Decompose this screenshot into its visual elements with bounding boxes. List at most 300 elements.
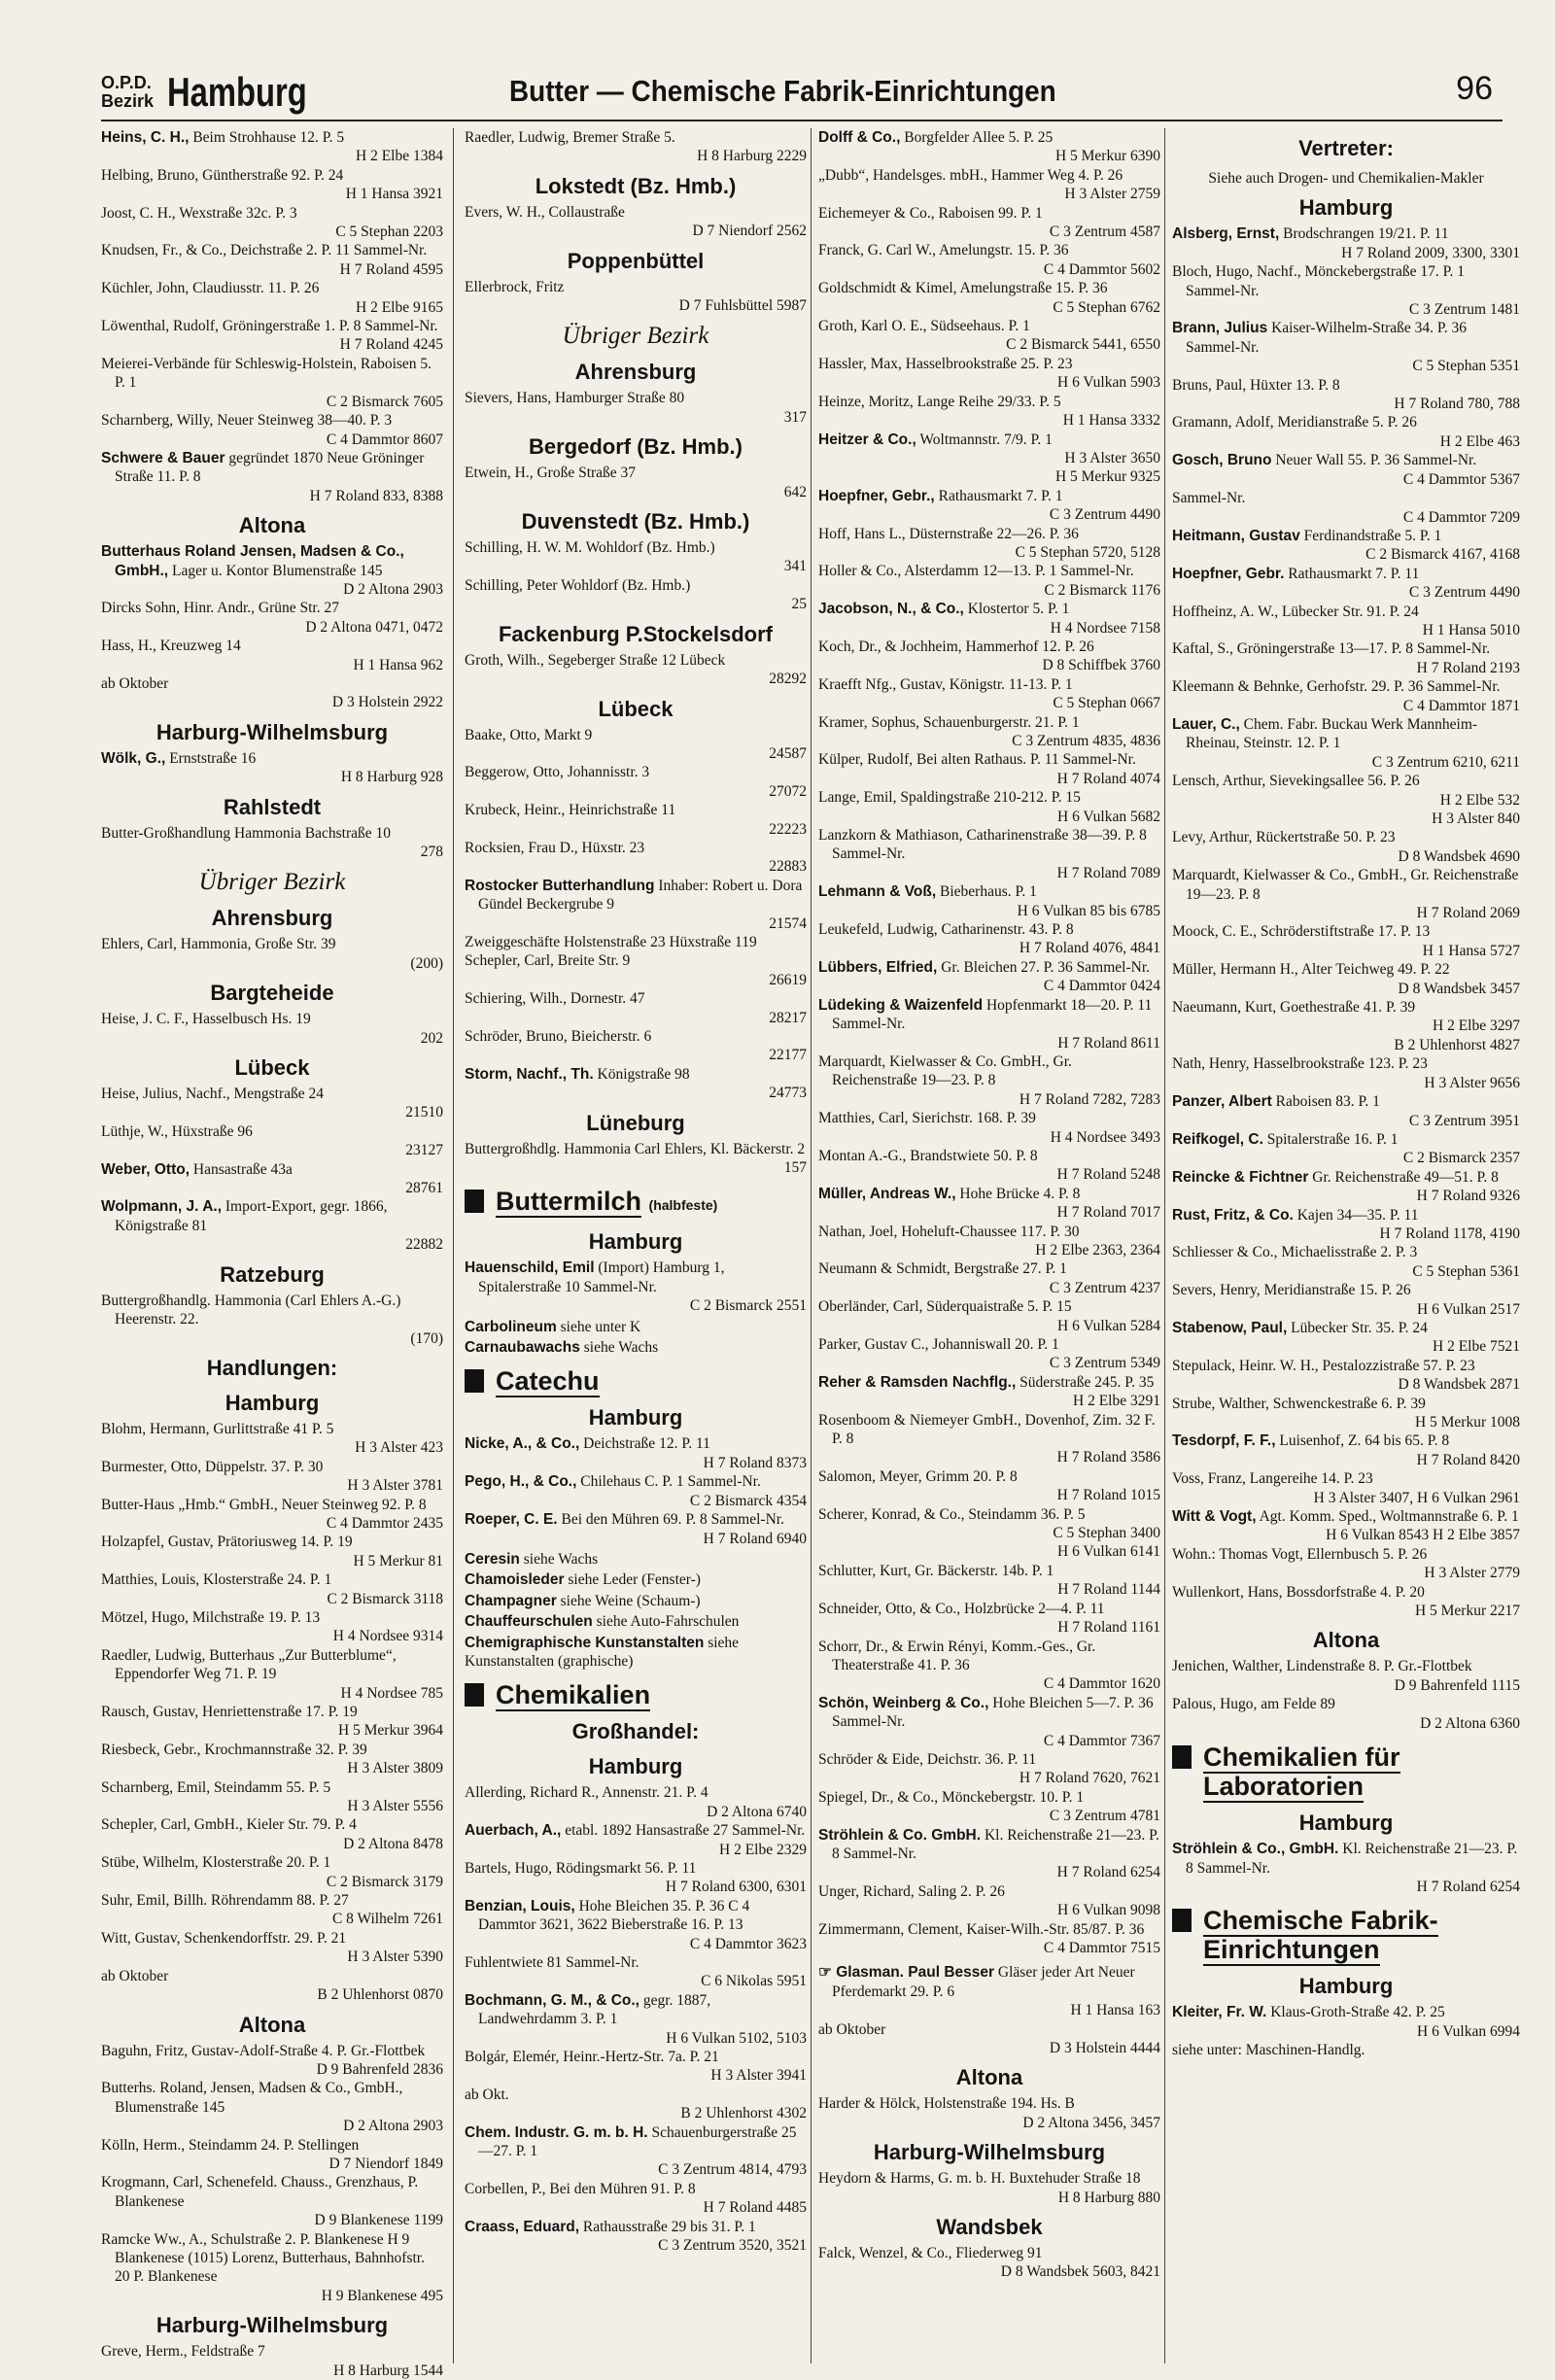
entry-phone: 28217	[769, 1009, 807, 1026]
entry-name: Witt & Vogt,	[1172, 1508, 1257, 1526]
directory-entry	[818, 920, 1160, 958]
directory-entry	[465, 1897, 807, 1953]
entry-text: Moock, C. E., Schröderstiftstraße 17. P. 13	[1172, 923, 1431, 941]
entry-text: Raedler, Ludwig, Butterhaus „Zur Butterblume“, Eppendorfer Weg 71. P. 19	[101, 1646, 397, 1683]
entry-text: Schlutter, Kurt, Gr. Bäckerstr. 14b. P. 1	[818, 1562, 1054, 1579]
entry-text: Holzapfel, Gustav, Prätoriusweg 14. P. 19	[101, 1534, 353, 1551]
directory-entry	[1172, 1545, 1520, 1583]
directory-entry	[818, 713, 1160, 751]
entry-phone: H 8 Harburg 880	[1057, 2189, 1160, 2206]
directory-entry	[818, 487, 1160, 525]
directory-entry	[465, 1259, 807, 1315]
entry-phone: H 1 Hansa 3921	[345, 186, 443, 203]
entry-list	[101, 1420, 443, 2005]
entry-text: Wohn.: Thomas Vogt, Ellernbusch 5. P. 26	[1172, 1545, 1428, 1563]
entry-phone: 24587	[769, 744, 807, 762]
directory-entry	[101, 1292, 443, 1348]
entry-text: Rathausmarkt 7. P. 11	[1288, 565, 1420, 582]
entry-text: Lager u. Kontor Blumenstraße 145	[172, 562, 383, 579]
entry-phone: D 2 Altona 6360	[1420, 1714, 1520, 1732]
directory-entry	[101, 317, 443, 355]
entry-phone: H 2 Elbe 7521	[1433, 1338, 1520, 1356]
entry-phone: H 3 Alster 5556	[347, 1798, 443, 1815]
entry-text: Bieberhaus. P. 1	[940, 883, 1037, 901]
directory-entry	[101, 411, 443, 449]
entry-text: Schilling, Peter Wohldorf (Bz. Hmb.)	[465, 576, 691, 594]
entry-phone: H 7 Roland 8611	[1057, 1034, 1160, 1052]
directory-entry	[1172, 1357, 1520, 1395]
entry-phone: H 6 Vulkan 85 bis 6785	[1017, 902, 1160, 919]
entry-list	[1172, 2003, 1520, 2059]
page-number: 96	[1456, 70, 1493, 107]
entry-phone: C 4 Dammtor 1871	[1402, 697, 1520, 714]
entry-text: Rathausstraße 29 bis 31. P. 1	[582, 2218, 756, 2235]
directory-entry	[101, 2230, 443, 2306]
category-title: Chemikalien	[496, 1680, 651, 1710]
entry-phone: H 7 Roland 4595	[339, 260, 443, 278]
location-heading: Lübeck	[234, 1055, 310, 1081]
entry-phone: H 8 Harburg 928	[340, 769, 443, 786]
cross-reference	[465, 1592, 807, 1610]
directory-entry	[1172, 489, 1520, 527]
entry-phone: C 2 Bismarck 1176	[1044, 581, 1160, 599]
location-heading: Rahlstedt	[223, 794, 322, 819]
directory-entry	[818, 431, 1160, 468]
cross-reference	[465, 1318, 807, 1336]
entry-phone: D 7 Niendorf 2562	[692, 223, 807, 240]
entry-phone: H 7 Roland 4074	[1056, 770, 1160, 787]
entry-list	[101, 1292, 443, 1348]
directory-entry	[465, 1027, 807, 1065]
entry-phone: C 3 Zentrum 4587	[1049, 224, 1160, 241]
entry-text: Nath, Henry, Hasselbrookstraße 123. P. 23	[1172, 1055, 1428, 1073]
entry-text: Raedler, Ludwig, Bremer Straße 5.	[465, 129, 675, 146]
directory-entry	[818, 241, 1160, 279]
entry-name: Reincke & Fichtner	[1172, 1168, 1309, 1186]
entry-phone: 278	[420, 844, 443, 860]
entry-text: Heydorn & Harms, G. m. b. H. Buxtehuder Straße 18	[818, 2170, 1141, 2188]
directory-entry	[818, 1335, 1160, 1373]
entry-text: Agt. Komm. Sped., Woltmannstraße 6. P. 1	[1259, 1508, 1519, 1526]
entry-phone: H 2 Elbe 3291	[1073, 1393, 1160, 1410]
entry-phone: C 4 Dammtor 7515	[1043, 1940, 1160, 1956]
entry-phone: H 2 Elbe 532	[1439, 791, 1520, 809]
directory-entry	[465, 726, 807, 764]
entry-phone: C 3 Zentrum 1481	[1408, 301, 1520, 319]
location-heading: Harburg-Wilhelmsburg	[156, 2313, 389, 2338]
entry-text: Dircks Sohn, Hinr. Andr., Grüne Str. 27	[101, 600, 339, 617]
entry-phone: H 3 Alster 2759	[1064, 186, 1160, 203]
directory-entry	[101, 749, 443, 787]
entry-text: Süderstraße 245. P. 35	[1019, 1373, 1155, 1391]
entry-text: Witt, Gustav, Schenkendorffstr. 29. P. 21	[101, 1929, 347, 1947]
entry-text: gegr. 1887, Landwehrdamm 3. P. 1	[478, 1991, 711, 2028]
directory-entry	[1172, 960, 1520, 998]
location-heading: Lokstedt (Bz. Hmb.)	[535, 173, 737, 198]
entry-text: „Dubb“, Handelsges. mbH., Hammer Weg 4. P. 26	[818, 166, 1123, 184]
directory-entry	[101, 128, 443, 166]
entry-name: Panzer, Albert	[1172, 1093, 1272, 1111]
entry-text: Greve, Herm., Feldstraße 7	[101, 2343, 265, 2361]
entry-name: Wölk, G.,	[101, 749, 166, 767]
location-heading: Hamburg	[1298, 1811, 1394, 1836]
entry-text: Schliesser & Co., Michaelisstraße 2. P. 3	[1172, 1244, 1418, 1261]
entry-phone: H 3 Alster 2779	[1424, 1565, 1520, 1582]
directory-entry	[101, 1967, 443, 2005]
entry-text: Scharnberg, Willy, Neuer Steinweg 38—40. P. 3	[101, 412, 393, 430]
entry-name: Stabenow, Paul,	[1172, 1319, 1288, 1336]
entry-phone: D 8 Wandsbek 5603, 8421	[1000, 2263, 1160, 2281]
category-title: Catechu	[496, 1366, 600, 1397]
entry-phone: H 6 Vulkan 6141	[1057, 1543, 1160, 1561]
entry-phone: H 3 Alster 3650	[1064, 449, 1160, 466]
entry-list	[101, 824, 443, 862]
entry-text: ab Okt.	[465, 2086, 509, 2103]
entry-phone: D 3 Holstein 2922	[331, 694, 443, 711]
entry-list	[465, 1259, 807, 1315]
entry-phone: 23127	[405, 1142, 443, 1159]
directory-entry	[101, 1010, 443, 1048]
entry-text: Levy, Arthur, Rückertstraße 50. P. 23	[1172, 829, 1396, 846]
directory-entry	[465, 1065, 807, 1103]
entry-text: Heinze, Moritz, Lange Reihe 29/33. P. 5	[818, 393, 1061, 410]
entry-phone: H 7 Roland 6254	[1416, 1878, 1520, 1895]
directory-entry	[101, 2173, 443, 2229]
page-header	[101, 58, 1503, 119]
entry-phone: H 6 Vulkan 6994	[1417, 2022, 1520, 2040]
directory-entry	[101, 2342, 443, 2380]
entry-phone: H 8 Harburg 1544	[333, 2362, 443, 2379]
entry-phone: C 2 Bismarck 3179	[326, 1873, 443, 1890]
entry-text: Nathan, Joel, Hoheluft-Chaussee 117. P. 30	[818, 1223, 1080, 1240]
directory-entry	[465, 951, 807, 989]
directory-entry	[465, 2180, 807, 2218]
directory-entry	[465, 2048, 807, 2086]
entry-name: Auerbach, A.,	[465, 1822, 562, 1840]
entry-text: Groth, Wilh., Segeberger Straße 12 Lübeck	[465, 651, 726, 669]
entry-text: Mötzel, Hugo, Milchstraße 19. P. 13	[101, 1608, 321, 1626]
entry-name: Heitzer & Co.,	[818, 431, 916, 448]
directory-entry	[818, 1600, 1160, 1638]
directory-entry	[1172, 1281, 1520, 1319]
entry-text: Rausch, Gustav, Henriettenstraße 17. P. 19	[101, 1704, 358, 1720]
entry-phone: 317	[783, 408, 807, 426]
reference-target: siehe Wachs	[583, 1339, 659, 1357]
directory-entry	[1172, 1243, 1520, 1281]
entry-phone: C 5 Stephan 3400	[1053, 1525, 1160, 1542]
directory-entry	[1172, 1319, 1520, 1357]
entry-name: Storm, Nachf., Th.	[465, 1065, 594, 1083]
cross-reference	[465, 1634, 807, 1672]
entry-phone: H 2 Elbe 2329	[719, 1841, 807, 1858]
entry-phone: D 9 Blankenese 1199	[314, 2212, 443, 2229]
entry-text: Hoff, Hans L., Düsternstraße 22—26. P. 36	[818, 525, 1079, 542]
entry-text: Parker, Gustav C., Johanniswall 20. P. 1	[818, 1336, 1059, 1353]
entry-phone: H 5 Merkur 6390	[1054, 148, 1160, 165]
entry-text: Rosenboom & Niemeyer GmbH., Dovenhof, Zim. 32 F. P. 8	[818, 1411, 1156, 1448]
directory-entry	[1172, 1695, 1520, 1733]
directory-entry	[818, 788, 1160, 826]
entry-phone: H 7 Roland 7620, 7621	[1019, 1770, 1160, 1787]
region-heading: Übriger Bezirk	[198, 869, 346, 896]
entry-phone: H 2 Elbe 463	[1439, 432, 1520, 450]
entry-text: Scherer, Konrad, & Co., Steindamm 36. P. 5	[818, 1505, 1086, 1523]
entry-text: Schröder & Eide, Deichstr. 36. P. 11	[818, 1750, 1037, 1768]
entry-text: Lübecker Str. 35. P. 24	[1291, 1319, 1428, 1336]
entry-text: Hoffheinz, A. W., Lübecker Str. 91. P. 24	[1172, 603, 1419, 620]
directory-entry	[101, 637, 443, 674]
entry-phone: H 6 Vulkan 9098	[1057, 1902, 1160, 1919]
entry-text: Goldschmidt & Kimel, Amelungstraße 15. P. 36	[818, 280, 1108, 297]
directory-entry	[465, 1140, 807, 1178]
entry-list	[101, 2042, 443, 2306]
entry-phone: H 7 Roland 7282, 7283	[1019, 1090, 1160, 1108]
entry-text: Lanzkorn & Mathiason, Catharinenstraße 38—39. P. 8 Sammel-Nr.	[818, 827, 1147, 863]
entry-phone: C 4 Dammtor 2435	[326, 1514, 443, 1532]
entry-list	[818, 128, 1160, 1957]
entry-phone: H 3 Alster 3407, H 6 Vulkan 2961	[1313, 1489, 1520, 1506]
entry-phone: C 5 Stephan 5361	[1412, 1262, 1520, 1280]
entry-text: Naeumann, Kurt, Goethestraße 41. P. 39	[1172, 999, 1416, 1017]
entry-name: Lübbers, Elfried,	[818, 958, 938, 976]
reference-term: Champagner	[465, 1592, 557, 1609]
entry-text: Gr. Bleichen 27. P. 36 Sammel-Nr.	[941, 958, 1151, 976]
entry-phone: 22883	[769, 858, 807, 876]
directory-entry	[101, 1160, 443, 1198]
column-1	[101, 128, 443, 2379]
column-2	[465, 128, 807, 2363]
entry-text: siehe unter: Maschinen-Handlg.	[1172, 2042, 1365, 2059]
directory-entry	[1172, 1840, 1520, 1896]
location-heading: Hamburg	[588, 1754, 683, 1779]
entry-phone: H 1 Hansa 5727	[1422, 942, 1520, 959]
entry-phone: H 7 Roland 7089	[1056, 864, 1160, 881]
entry-list	[101, 128, 443, 505]
entry-phone: C 3 Zentrum 3951	[1408, 1112, 1520, 1129]
directory-entry	[465, 1434, 807, 1472]
entry-text: Lensch, Arthur, Sievekingsallee 56. P. 26	[1172, 773, 1420, 790]
directory-entry	[465, 1953, 807, 1991]
entry-text: Hohe Brücke 4. P. 8	[959, 1185, 1081, 1202]
entry-phone: H 2 Elbe 9165	[356, 298, 443, 316]
entry-name: Kleiter, Fr. W.	[1172, 2004, 1267, 2021]
location-heading: Bergedorf (Bz. Hmb.)	[529, 434, 743, 460]
entry-text: Rocksien, Frau D., Hüxstr. 23	[465, 839, 645, 856]
entry-phone: (170)	[410, 1329, 443, 1347]
location-heading: Bargteheide	[210, 981, 334, 1006]
entry-text: Meierei-Verbände für Schleswig-Holstein, Raboisen 5. P. 1	[101, 355, 432, 392]
entry-phone: H 5 Merkur 3964	[337, 1722, 443, 1740]
directory-entry	[1172, 224, 1520, 262]
directory-entry	[818, 1750, 1160, 1788]
directory-entry	[1172, 1431, 1520, 1469]
directory-entry	[101, 1891, 443, 1929]
location-heading: Hamburg	[1298, 195, 1394, 221]
location-heading: Poppenbüttel	[567, 248, 705, 273]
entry-name: Glasman. Paul Besser	[836, 1964, 995, 1982]
entry-text: Blohm, Hermann, Gurlittstraße 41 P. 5	[101, 1420, 334, 1437]
entry-text: Hansastraße 43a	[192, 1160, 293, 1178]
entry-list	[101, 935, 443, 973]
entry-phone: (200)	[410, 954, 443, 972]
entry-name: Wolpmann, J. A.,	[101, 1198, 223, 1216]
entry-text: Koch, Dr., & Jochheim, Hammerhof 12. P. 26	[818, 638, 1094, 655]
entry-phone: C 4 Dammtor 7209	[1402, 508, 1520, 526]
entry-text: Fuhlentwiete 81 Sammel-Nr.	[465, 1954, 639, 1971]
entry-phone: 27072	[769, 782, 807, 800]
entry-phone: C 3 Zentrum 4490	[1408, 584, 1520, 602]
location-heading: Hamburg	[1298, 1974, 1394, 1999]
directory-entry	[1172, 810, 1520, 828]
location-heading: Ahrensburg	[574, 360, 697, 385]
directory-entry	[101, 1853, 443, 1891]
entry-text: Spitalerstraße 16. P. 1	[1266, 1130, 1399, 1148]
directory-entry	[818, 1542, 1160, 1561]
entry-phone: B 2 Uhlenhorst 4302	[680, 2105, 807, 2122]
directory-entry	[101, 2079, 443, 2135]
directory-entry	[101, 1570, 443, 1608]
category-heading	[465, 1366, 807, 1396]
directory-entry	[465, 877, 807, 933]
entry-text: Klaus-Groth-Straße 42. P. 25	[1270, 2004, 1445, 2021]
entry-phone: D 2 Altona 2903	[343, 580, 443, 598]
directory-entry	[818, 355, 1160, 393]
directory-entry	[818, 1920, 1160, 1958]
directory-entry	[818, 1052, 1160, 1109]
directory-entry	[101, 2136, 443, 2174]
reference-target: siehe Weine (Schaum-)	[560, 1592, 701, 1609]
directory-entry	[101, 449, 443, 505]
entry-text: Schilling, H. W. M. Wohldorf (Bz. Hmb.)	[465, 539, 715, 557]
entry-text: Königstraße 98	[597, 1065, 690, 1083]
entry-phone: H 7 Roland 4245	[339, 336, 443, 354]
entry-text: Zweiggeschäfte Holstenstraße 23 Hüxstraße 119	[465, 933, 757, 950]
entry-name: Bochmann, G. M., & Co.,	[465, 1991, 639, 2009]
entry-text: Bruns, Paul, Hüxter 13. P. 8	[1172, 376, 1340, 394]
directory-entry	[1172, 828, 1520, 866]
entry-text: Luisenhof, Z. 64 bis 65. P. 8	[1279, 1432, 1450, 1450]
cross-reference	[465, 1550, 807, 1569]
column-3	[818, 128, 1160, 2363]
entry-phone: C 4 Dammtor 3623	[689, 1935, 807, 1952]
entry-phone: H 6 Vulkan 5682	[1057, 808, 1160, 825]
reference-target: siehe Leder (Fenster-)	[568, 1571, 701, 1589]
entry-phone: C 4 Dammtor 5367	[1402, 470, 1520, 488]
entry-text: Eichemeyer & Co., Raboisen 99. P. 1	[818, 204, 1043, 222]
directory-entry	[101, 1197, 443, 1254]
directory-entry	[1172, 639, 1520, 677]
directory-entry	[818, 1297, 1160, 1335]
entry-list	[1172, 1840, 1520, 1896]
entry-text: Palous, Hugo, am Felde 89	[1172, 1696, 1335, 1713]
entry-phone: H 7 Roland 2069	[1416, 905, 1520, 922]
entry-text: Evers, W. H., Collaustraße	[465, 203, 625, 221]
entry-text: Butterhs. Roland, Jensen, Madsen & Co., GmbH., Blumenstraße 145	[101, 2080, 403, 2116]
entry-phone: H 7 Roland 4076, 4841	[1019, 940, 1160, 957]
entry-name: Lehmann & Voß,	[818, 883, 937, 901]
entry-phone: H 7 Roland 4485	[703, 2199, 807, 2217]
entry-phone: 26619	[769, 971, 807, 988]
directory-entry	[465, 576, 807, 614]
entry-name: Nicke, A., & Co.,	[465, 1435, 580, 1453]
column-divider	[811, 128, 812, 2363]
entry-text: Falck, Wenzel, & Co., Fliederweg 91	[818, 2245, 1043, 2262]
directory-entry	[818, 2094, 1160, 2132]
directory-entry	[465, 2086, 807, 2123]
entry-phone: C 3 Zentrum 4781	[1049, 1808, 1160, 1825]
location-heading: Hamburg	[588, 1405, 683, 1431]
entry-phone: 25	[791, 596, 807, 613]
directory-entry	[818, 393, 1160, 431]
entry-phone: H 4 Nordsee 3493	[1050, 1128, 1160, 1146]
directory-entry	[818, 1411, 1160, 1467]
category-title: Chemische Fabrik-Einrichtungen	[1203, 1906, 1438, 1965]
directory-entry	[101, 824, 443, 862]
entry-phone: H 2 Elbe 1384	[356, 148, 443, 165]
entry-list	[465, 278, 807, 316]
entry-name: Dolff & Co.,	[818, 129, 901, 146]
entry-phone: C 4 Dammtor 1620	[1043, 1675, 1160, 1693]
directory-entry	[1172, 866, 1520, 922]
entry-list	[465, 203, 807, 241]
directory-entry	[101, 355, 443, 411]
entry-list	[101, 749, 443, 787]
section-heading: Großhandel:	[571, 1719, 700, 1744]
reference-term: Carnaubawachs	[465, 1339, 580, 1357]
entry-phone: 642	[783, 483, 807, 500]
entry-text: Joost, C. H., Wexstraße 32c. P. 3	[101, 204, 297, 222]
entry-text: Buttergroßhandlg. Hammonia (Carl Ehlers A.-G.) Heerenstr. 22.	[101, 1292, 401, 1328]
entry-phone: C 2 Bismarck 2551	[689, 1297, 807, 1315]
directory-entry	[465, 1859, 807, 1897]
reference-target: siehe unter K	[560, 1318, 641, 1335]
directory-entry	[818, 1223, 1160, 1260]
entry-name: Hoepfner, Gebr.,	[818, 487, 935, 504]
location-heading: Altona	[955, 2065, 1023, 2090]
directory-entry	[818, 1638, 1160, 1694]
entry-phone: H 7 Roland 1144	[1057, 1581, 1160, 1599]
directory-entry	[818, 826, 1160, 882]
entry-phone: C 5 Stephan 2203	[335, 224, 443, 241]
entry-name: Rust, Fritz, & Co.	[1172, 1206, 1294, 1224]
entry-text: Krogmann, Carl, Schenefeld. Chauss., Grenzhaus, P. Blankenese	[101, 2174, 419, 2210]
directory-entry	[818, 562, 1160, 600]
directory-entry	[465, 389, 807, 427]
entry-text: Ehlers, Carl, Hammonia, Große Str. 39	[101, 936, 336, 953]
entry-phone: H 5 Merkur 9325	[1054, 468, 1160, 486]
entry-phone: H 6 Vulkan 5102, 5103	[666, 2029, 807, 2047]
location-heading: Lübeck	[598, 696, 674, 721]
entry-phone: C 6 Nikolas 5951	[701, 1973, 807, 1990]
entry-name: Craass, Eduard,	[465, 2218, 580, 2235]
entry-phone: H 7 Roland 6254	[1056, 1864, 1160, 1881]
entry-text: Woltmannstr. 7/9. P. 1	[919, 431, 1053, 448]
directory-entry	[1172, 527, 1520, 565]
entry-text: Müller, Hermann H., Alter Teichweg 49. P. 22	[1172, 961, 1450, 979]
entry-list	[101, 1085, 443, 1255]
entry-phone: H 7 Roland 780, 788	[1394, 396, 1520, 413]
entry-text: Schröder, Bruno, Bieicherstr. 6	[465, 1028, 652, 1045]
entry-text: Hopfenmarkt 18—20. P. 11 Sammel-Nr.	[832, 996, 1153, 1033]
location-heading: Fackenburg P.Stockelsdorf	[498, 621, 773, 646]
entry-list	[465, 1783, 807, 2255]
column-divider	[453, 128, 454, 2363]
entry-list	[465, 389, 807, 427]
entry-text: Ramcke Ww., A., Schulstraße 2. P. Blankenese H 9 Blankenese (1015) Lorenz, Butterhaus, Bahnhofstr. 20 P. Blankenese	[101, 2230, 425, 2286]
entry-name: Gosch, Bruno	[1172, 452, 1272, 469]
directory-entry	[101, 1122, 443, 1160]
directory-entry	[818, 2020, 1160, 2058]
